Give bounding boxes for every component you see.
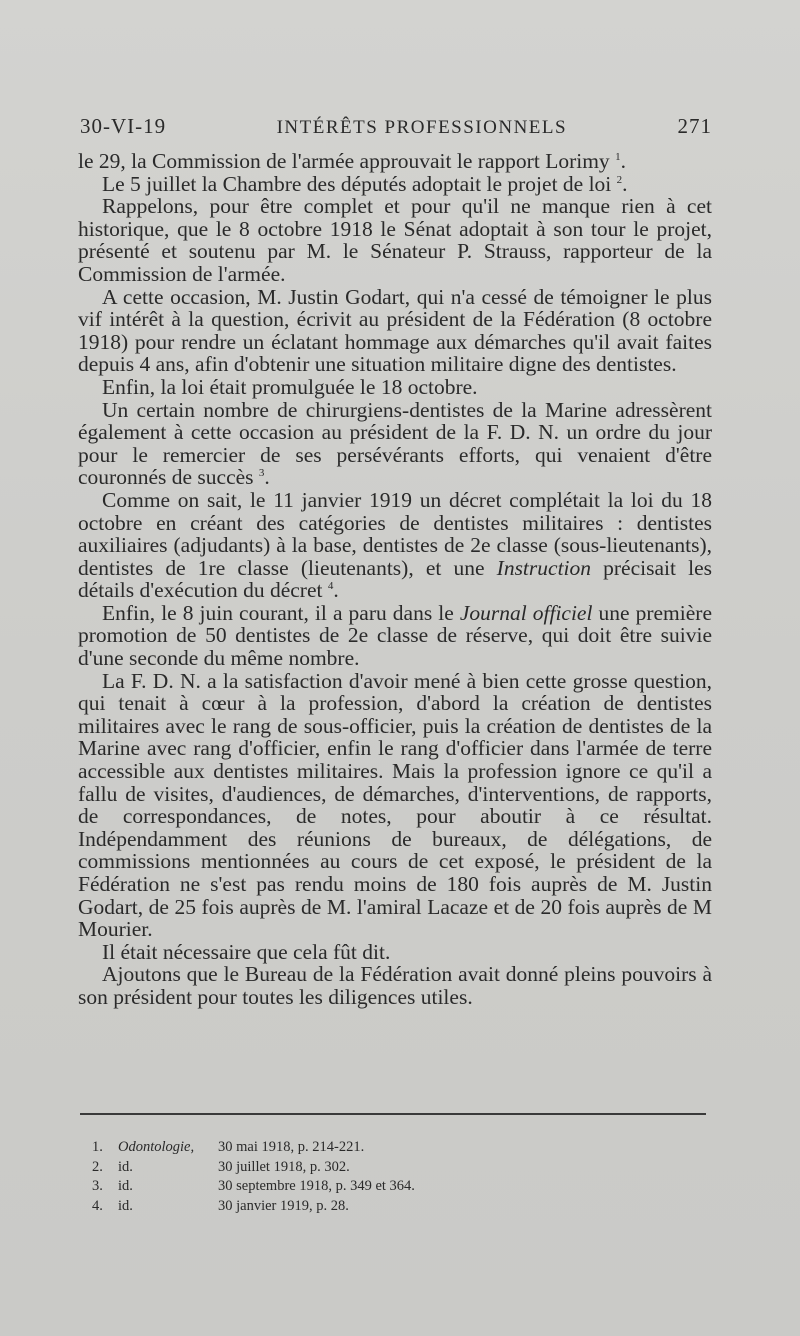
header-date: 30-VI-19 — [80, 114, 167, 138]
paragraph: Le 5 juillet la Chambre des députés adoptait le projet de loi $^2$. — [102, 171, 628, 196]
footnote-ref: 1 — [615, 150, 621, 163]
paragraph: Enfin, le 8 juin courant, il a paru dans le Journal officiel une première promotion de 50 dentistes de 2e classe de réserve, qui doit être suivie d'une seconde du même nombre. — [78, 600, 712, 671]
footnote: 1. Odontologie, 30 mai 1918, p. 214-221. — [92, 1139, 365, 1155]
footnotes — [92, 1138, 692, 1216]
body-text — [78, 150, 712, 1009]
paragraph: Ajoutons que le Bureau de la Fédération avait donné pleins pouvoirs à son président pour toutes les diligences utiles. — [78, 962, 712, 1009]
paragraph: Un certain nombre de chirurgiens-dentistes de la Marine adressèrent également à cette occasion au président de la F. D. N. un ordre du jour pour le remercier de ses persévérants efforts, qui venaient d'être couronnés de succès $^3$. — [78, 397, 712, 490]
footnote: 3. id. 30 septembre 1918, p. 349 et 364. — [92, 1178, 415, 1194]
footnote: 2. id. 30 juillet 1918, p. 302. — [92, 1158, 350, 1175]
header-title: INTÉRÊTS PROFESSIONNELS — [276, 117, 568, 138]
paragraph: Comme on sait, le 11 janvier 1919 un décret complétait la loi du 18 octobre en créant des catégories de dentistes militaires : dentistes auxiliaires (adjudants) à la base, dentistes de 2e classe (sous-lieutenants), dentistes de 1re classe (lieutenants), et une Instruction précisait les détails d'exécution du décret $^4$. — [78, 487, 712, 603]
footnote-ref: 3 — [258, 467, 265, 480]
footnote-divider — [80, 1113, 706, 1115]
paragraph: La F. D. N. a la satisfaction d'avoir mené à bien cette grosse question, qui tenait à cœur à la profession, d'abord la création de dentistes militaires avec le rang de sous-officier, puis la création de dentistes de la Marine avec rang d'officier, enfin le rang d'officier dans l'armée de terre accessible aux dentistes militaires. Mais la profession ignore ce qu'il a fallu de visites, d'audiences, de démarches, d'interventions, de rapports, de correspondances, de notes, pour aboutir à ce résultat. Indépendamment des réunions de bureaux, de délégations, de commissions mentionnées au cours de cet exposé, le président de la Fédération ne s'est pas rendu moins de 180 fois auprès de M. Justin Godart, de 25 fois auprès de M. l'amiral Lacaze et de 20 fois auprès de M Mourier. — [78, 668, 712, 942]
paragraph: Rappelons, pour être complet et pour qu'il ne manque rien à cet historique, que le 8 octobre 1918 le Sénat adoptait à son tour le projet, présenté et soutenu par M. le Sénateur P. Strauss, rapporteur de la Commission de l'armée. — [78, 194, 712, 286]
footnote: 4. id. 30 janvier 1919, p. 28. — [92, 1197, 349, 1214]
running-header — [80, 114, 712, 139]
paragraph: Enfin, la loi était promulguée le 18 octobre. — [102, 374, 478, 399]
footnote-ref: 2 — [616, 173, 623, 186]
paragraph: Il était nécessaire que cela fût dit. — [102, 939, 391, 964]
paragraph: le 29, la Commission de l'armée approuvait le rapport Lorimy $^1$. — [78, 149, 626, 173]
page-number: 271 — [677, 114, 712, 138]
paragraph: A cette occasion, M. Justin Godart, qui n'a cessé de témoigner le plus vif intérêt à la question, écrivit au président de la Fédération (8 octobre 1918) pour rendre un éclatant hommage aux démarches qu'il avait faites depuis 4 ans, afin d'obtenir une situation militaire digne des dentistes. — [78, 284, 712, 377]
footnote-ref: 4 — [327, 580, 334, 593]
